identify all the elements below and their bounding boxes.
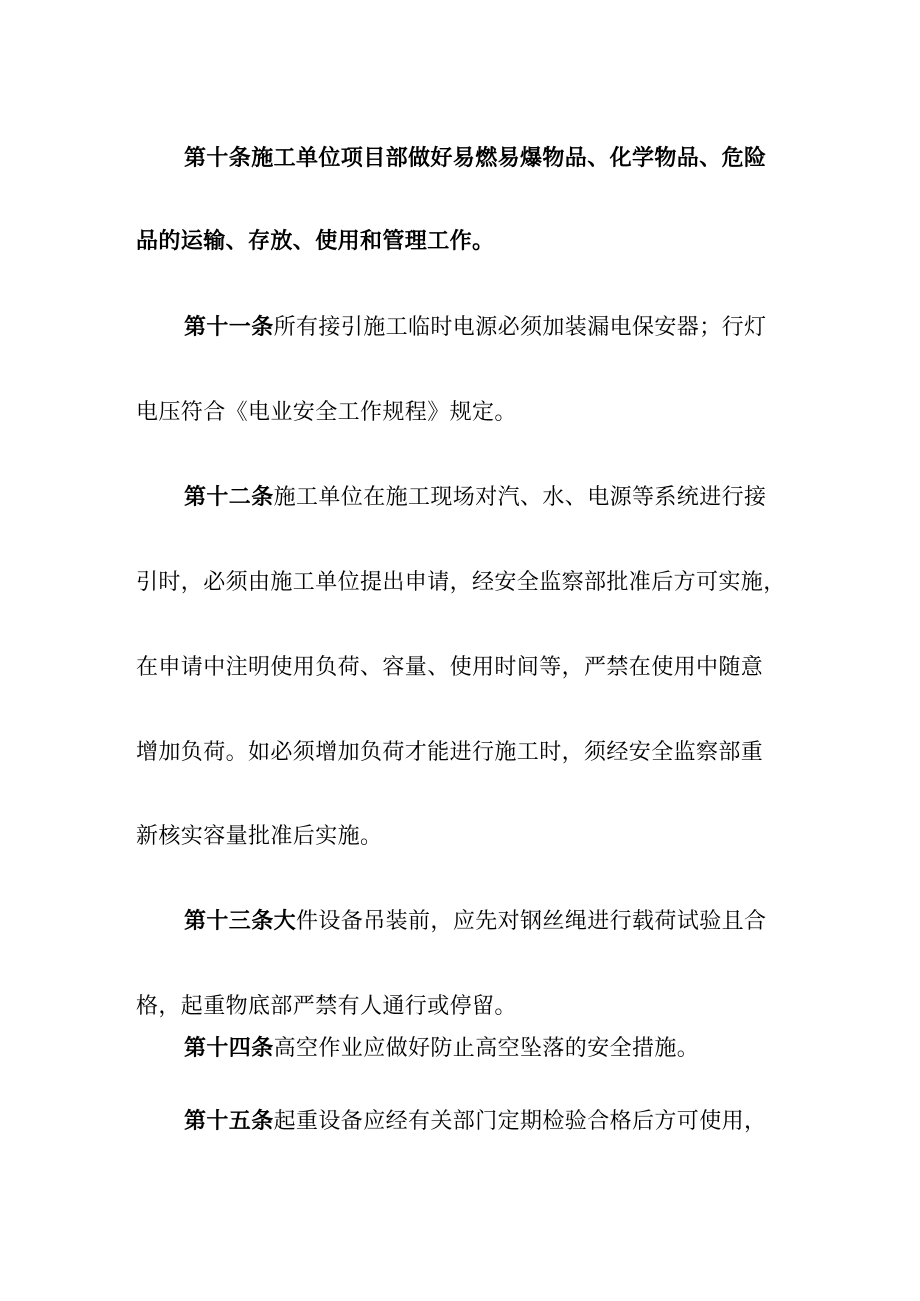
article-12-line-5 [136, 822, 382, 852]
article-text: 所有接引施工临时电源必须加装漏电保安器；行灯 [273, 315, 767, 340]
article-10-heading: 第十条施工单位项目部做好易燃易爆物品、化学物品、危险 [184, 146, 767, 171]
article-15-heading: 第十五条 [184, 1109, 274, 1134]
article-11-line-2 [136, 398, 517, 428]
article-13-line-2 [136, 992, 517, 1022]
article-text: 格，起重物底部严禁有人通行或停留。 [136, 994, 517, 1019]
article-12-line-3 [136, 653, 763, 683]
article-text: 电压符合《电业安全工作规程》规定。 [136, 400, 517, 425]
article-12-line-1 [184, 483, 766, 513]
article-14-line-1 [184, 1034, 699, 1064]
article-text: 件设备吊装前，应先对钢丝绳进行载荷试验且合 [296, 909, 767, 934]
article-11-heading: 第十一条 [184, 315, 274, 340]
article-15-line-1 [184, 1107, 766, 1137]
article-10-line-1 [184, 144, 766, 174]
article-10-continuation: 品的运输、存放、使用和管理工作。 [136, 229, 495, 254]
article-text: 在申请中注明使用负荷、容量、使用时间等，严禁在使用中随意 [136, 655, 764, 680]
article-text: 高空作业应做好防止高空坠落的安全措施。 [273, 1036, 700, 1061]
article-12-heading: 第十二条 [184, 485, 274, 510]
article-10-line-2 [136, 227, 494, 257]
article-text: 施工单位在施工现场对汽、水、电源等系统进行接 [273, 485, 767, 510]
article-11-line-1 [184, 313, 766, 343]
article-13-heading: 第十三条大 [184, 909, 297, 934]
article-text: 起重设备应经有关部门定期检验合格后方可使用， [273, 1109, 767, 1134]
article-text: 增加负荷。如必须增加负荷才能进行施工时，须经安全监察部重 [136, 740, 764, 765]
article-13-line-1 [184, 907, 766, 937]
article-12-line-4 [136, 738, 763, 768]
article-text: 新核实容量批准后实施。 [136, 824, 383, 849]
article-text: 引时，必须由施工单位提出申请，经安全监察部批准后方可实施， [136, 570, 786, 595]
article-12-line-2 [136, 568, 786, 598]
article-14-heading: 第十四条 [184, 1036, 274, 1061]
